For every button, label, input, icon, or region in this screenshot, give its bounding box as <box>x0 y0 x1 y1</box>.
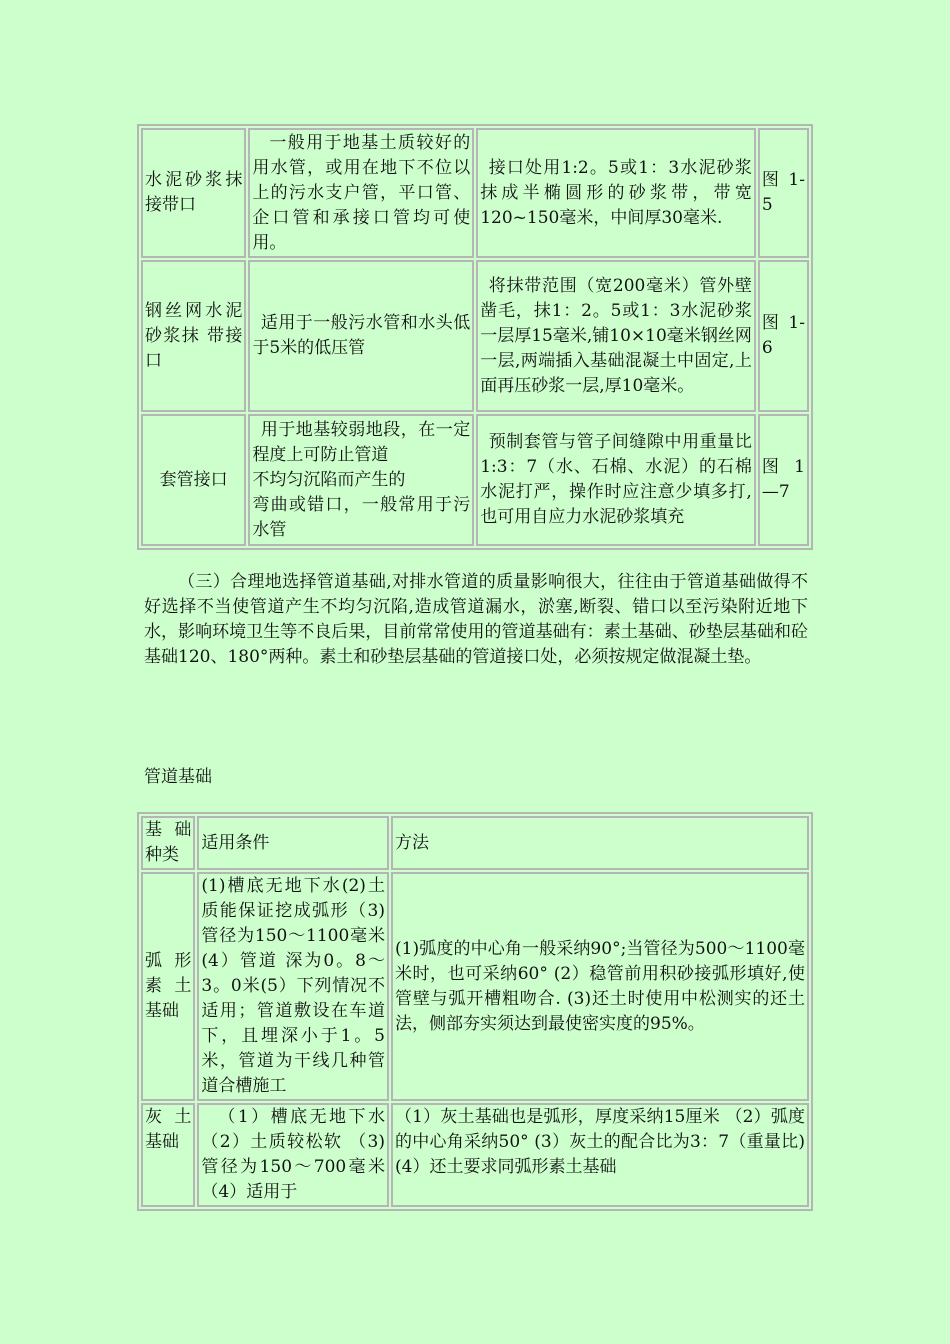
joint-method-cell: 将抹带范围（宽200毫米）管外壁凿毛，抹1：2。5或1：3水泥砂浆一层厚15毫米,铺10×10毫米钢丝网一层,两端插入基础混凝土中固定,上面再压砂浆一层,厚10毫米。 <box>476 260 756 412</box>
joint-name-cell: 套管接口 <box>141 414 246 546</box>
table-row <box>141 872 809 1101</box>
header-method: 方法 <box>391 816 809 870</box>
base-method-cell: (1)弧度的中心角一般采纳90°;当管径为500～1100毫米时，也可采纳60° (2）稳管前用积砂接弧形填好,使管壁与弧开槽粗吻合. (3)还土时使用中松测实的还土法，侧部夯实须达到最使密实度的95%。 <box>391 872 809 1101</box>
table-row <box>141 128 809 258</box>
joint-name-cell: 水泥砂浆抹接带口 <box>141 128 246 258</box>
header-base-type: 基 础种类 <box>141 816 195 870</box>
table-row <box>141 260 809 412</box>
table-row <box>141 1103 809 1207</box>
joint-condition-cell: 适用于一般污水管和水头低于5米的低压管 <box>248 260 474 412</box>
joint-figure-cell: 图1-6 <box>758 260 809 412</box>
base-condition-cell: （1）槽底无地下水 （2）土质较松软 （3)管径为150～700毫米 （4）适用于 <box>197 1103 389 1207</box>
header-condition: 适用条件 <box>197 816 389 870</box>
body-paragraph: （三）合理地选择管道基础,对排水管道的质量影响很大，往往由于管道基础做得不好选择不当使管道产生不均匀沉陷,造成管道漏水，淤塞,断裂、错口以至污染附近地下水，影响环境卫生等不良后果，目前常常使用的管道基础有：素土基础、砂垫层基础和砼基础120、180°两种。素土和砂垫层基础的管道接口处，必须按规定做混凝土垫。 <box>144 572 808 667</box>
base-method-cell: （1）灰土基础也是弧形，厚度采纳15厘米 （2）弧度的中心角采纳50° (3）灰土的配合比为3：7（重量比) (4）还土要求同弧形素土基础 <box>391 1103 809 1207</box>
joint-method-cell: 预制套管与管子间缝隙中用重量比1:3：7（水、石棉、水泥）的石棉水泥打严，操作时应注意少填多打,也可用自应力水泥砂浆填充 <box>476 414 756 546</box>
joint-method-cell: 接口处用1:2。5或1：3水泥砂浆抹成半椭圆形的砂浆带，带宽120~150毫米，中间厚30毫米. <box>476 128 756 258</box>
joint-condition-cell: 一般用于地基土质较好的用水管，或用在地下不位以上的污水支户管，平口管、企口管和承接口管均可使用。 <box>248 128 474 258</box>
table-header-row <box>141 816 809 870</box>
joint-name-cell: 钢丝网水泥砂浆抹 带接 口 <box>141 260 246 412</box>
joint-condition-cell: 用于地基较弱地段，在一定程度上可防止管道 不均匀沉陷而产生的 弯曲或错口，一般常用于污水管 <box>248 414 474 546</box>
base-condition-cell: (1)槽底无地下水(2)土质能保证挖成弧形（3)管径为150～1100毫米(4）管道 深为0。8～3。0米(5）下列情况不适用；管道敷设在车道下，且埋深小于1。5米，管道为干线几种管道合槽施工 <box>197 872 389 1101</box>
base-type-cell: 弧 形素 土基础 <box>141 872 195 1101</box>
joint-figure-cell: 图 1—7 <box>758 414 809 546</box>
pipe-joint-table <box>137 124 813 550</box>
pipe-base-table <box>137 812 813 1211</box>
base-type-cell: 灰 土基础 <box>141 1103 195 1207</box>
section-subtitle: 管道基础 <box>144 767 212 787</box>
table-row <box>141 414 809 546</box>
joint-figure-cell: 图1-5 <box>758 128 809 258</box>
